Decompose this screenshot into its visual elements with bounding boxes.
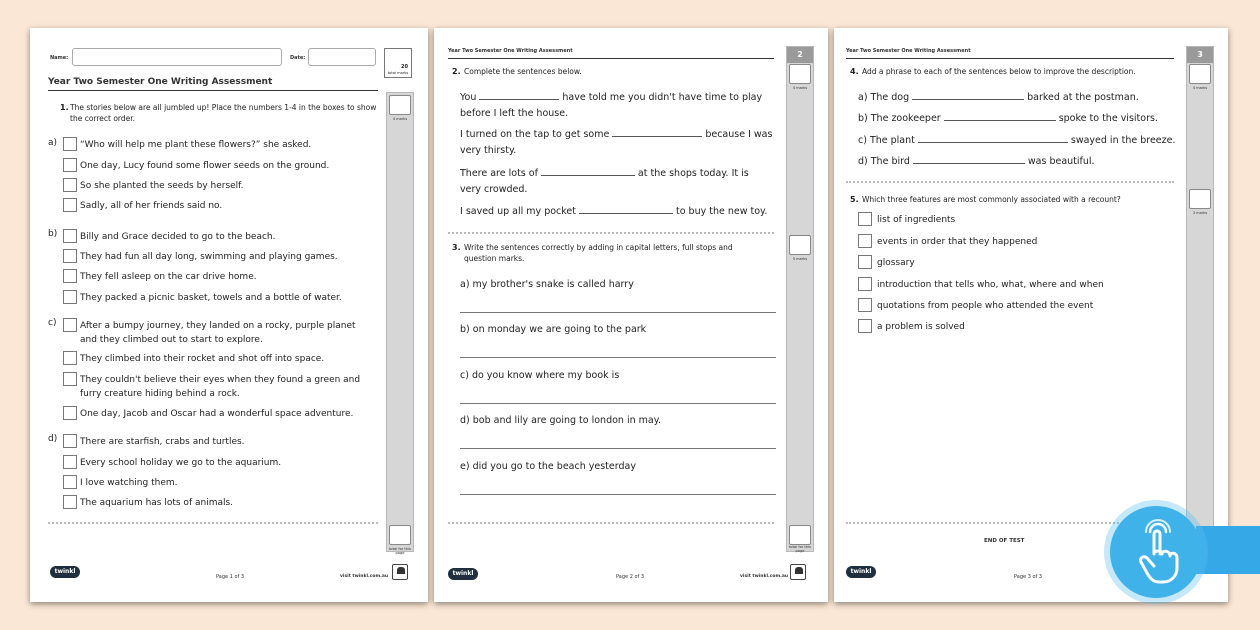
- answer-line[interactable]: [460, 403, 776, 404]
- order-box[interactable]: [63, 229, 77, 243]
- title-rule: [48, 90, 378, 91]
- sentence-text: You: [460, 92, 477, 103]
- end-of-test-text: END OF TEST: [984, 538, 1025, 544]
- marks-box-q2[interactable]: [789, 64, 811, 84]
- marks-label-q1: 4 marks: [392, 117, 408, 121]
- sentence-text: very crowded.: [460, 184, 528, 195]
- phrase-item: [858, 90, 1139, 106]
- marks-box-q4[interactable]: [1189, 64, 1211, 84]
- story-line: One day, Jacob and Oscar had a wonderful space adventure.: [80, 409, 354, 419]
- feature-checkbox[interactable]: [858, 234, 872, 248]
- phrase-text: c) The plant: [858, 135, 915, 146]
- phrase-text: swayed in the breeze.: [1070, 135, 1176, 146]
- order-box[interactable]: [63, 495, 77, 509]
- group-c-letter: c): [48, 318, 57, 328]
- story-line: I love watching them.: [80, 478, 178, 488]
- date-field[interactable]: [308, 48, 376, 66]
- feature-checkbox[interactable]: [858, 319, 872, 333]
- sidebar-page-number: 2: [787, 47, 813, 63]
- feature-option: quotations from people who attended the event: [877, 301, 1094, 311]
- story-line: One day, Lucy found some flower seeds on the ground.: [80, 161, 330, 171]
- sentence-4: [460, 204, 780, 220]
- order-box[interactable]: [63, 198, 77, 212]
- marks-box-q3[interactable]: [789, 235, 811, 255]
- story-line: They climbed into their rocket and shot off into space.: [80, 354, 325, 364]
- page-total-label: total for this page: [788, 545, 811, 553]
- phrase-item: [858, 111, 1158, 127]
- page-title: Year Two Semester One Writing Assessment: [48, 77, 273, 87]
- sentence-blank[interactable]: [612, 136, 702, 137]
- story-line: “Who will help me plant these flowers?” she asked.: [80, 140, 312, 150]
- story-line: The aquarium has lots of animals.: [80, 498, 234, 508]
- feature-checkbox[interactable]: [858, 212, 872, 226]
- order-box[interactable]: [63, 178, 77, 192]
- sidebar-page-number: 3: [1187, 47, 1213, 63]
- page-number-footer: Page 1 of 3: [216, 574, 245, 580]
- total-marks-box: [384, 48, 412, 78]
- interactive-button[interactable]: [1110, 506, 1202, 598]
- header-title: Year Two Semester One Writing Assessment: [846, 48, 971, 54]
- sentence-text: I turned on the tap to get some: [460, 129, 610, 140]
- story-line: So she planted the seeds by herself.: [80, 181, 244, 191]
- page-total-box[interactable]: [389, 525, 411, 545]
- page-number-footer: Page 3 of 3: [1014, 574, 1043, 580]
- feature-checkbox[interactable]: [858, 255, 872, 269]
- worksheet-page-2: [434, 28, 828, 602]
- sentence-text: before I left the house.: [460, 108, 569, 119]
- marks-label-q5: 3 marks: [1192, 211, 1208, 215]
- correction-item: c) do you know where my book is: [460, 370, 620, 381]
- phrase-blank[interactable]: [913, 163, 1025, 164]
- marks-box-q1[interactable]: [389, 95, 411, 115]
- sentence-text: very thirsty.: [460, 145, 517, 156]
- phrase-blank[interactable]: [944, 120, 1056, 121]
- sentence-text: There are lots of: [460, 168, 538, 179]
- question-1-text: The stories below are all jumbled up! Place the numbers 1-4 in the boxes to show the correct order.: [70, 103, 377, 123]
- answer-line[interactable]: [460, 357, 776, 358]
- order-box[interactable]: [63, 455, 77, 469]
- feature-option: events in order that they happened: [877, 237, 1038, 247]
- sentence-text: at the shops today. It is: [637, 168, 749, 179]
- section-divider: [846, 181, 1174, 183]
- order-box[interactable]: [63, 475, 77, 489]
- total-marks-value: 20: [401, 64, 408, 70]
- story-line: They had fun all day long, swimming and playing games.: [80, 252, 338, 262]
- phrase-item: [858, 133, 1176, 149]
- interactive-tab[interactable]: [1196, 526, 1260, 574]
- section-divider: [448, 522, 774, 524]
- name-label: Name:: [50, 55, 69, 61]
- marks-label-q3: 5 marks: [792, 257, 808, 261]
- correction-item: a) my brother's snake is called harry: [460, 279, 634, 290]
- twinkl-logo-icon: twinkl: [846, 566, 876, 578]
- feature-checkbox[interactable]: [858, 277, 872, 291]
- name-field[interactable]: [72, 48, 282, 66]
- total-marks-label: total marks: [387, 71, 409, 75]
- phrase-text: spoke to the visitors.: [1058, 113, 1158, 124]
- order-box[interactable]: [63, 290, 77, 304]
- answer-line[interactable]: [460, 494, 776, 495]
- story-line: Sadly, all of her friends said no.: [80, 201, 223, 211]
- order-box[interactable]: [63, 158, 77, 172]
- marks-sidebar: [786, 46, 814, 552]
- sentence-text: have told me you didn't have time to play: [562, 92, 763, 103]
- sentence-2: [460, 127, 780, 159]
- phrase-item: [858, 154, 1095, 170]
- marks-sidebar: [1186, 46, 1214, 552]
- worksheet-page-1: [30, 28, 428, 602]
- section-divider: [448, 232, 774, 234]
- sentence-blank[interactable]: [479, 99, 559, 100]
- feature-checkbox[interactable]: [858, 298, 872, 312]
- page-number-footer: Page 2 of 3: [616, 574, 645, 580]
- sentence-3: [460, 166, 780, 198]
- story-line: They packed a picnic basket, towels and a bottle of water.: [80, 293, 342, 303]
- sentence-text: because I was: [705, 129, 773, 140]
- correction-item: b) on monday we are going to the park: [460, 324, 647, 335]
- story-line: Billy and Grace decided to go to the beach.: [80, 232, 276, 242]
- page-total-box[interactable]: [789, 525, 811, 545]
- group-a-letter: a): [48, 138, 58, 148]
- phrase-text: was beautiful.: [1027, 156, 1095, 167]
- group-b-letter: b): [48, 229, 58, 239]
- sentence-text: I saved up all my pocket: [460, 206, 576, 217]
- order-box[interactable]: [63, 137, 77, 151]
- header-rule: [846, 58, 1174, 59]
- feature-option: glossary: [877, 258, 915, 268]
- page-total-label: total for this page: [388, 547, 411, 555]
- order-box[interactable]: [63, 318, 77, 332]
- footer-url[interactable]: visit twinkl.com.au: [740, 574, 789, 579]
- question-2-text: Complete the sentences below.: [464, 67, 582, 76]
- story-line: They fell asleep on the car drive home.: [80, 272, 257, 282]
- sentence-blank[interactable]: [579, 213, 673, 214]
- question-2-number: 2.: [452, 67, 461, 76]
- story-line: There are starfish, crabs and turtles.: [80, 437, 245, 447]
- answer-line[interactable]: [460, 448, 776, 449]
- marks-label-q4: 4 marks: [1192, 86, 1208, 90]
- order-box[interactable]: [63, 372, 77, 386]
- story-line: They couldn't believe their eyes when they found a green and furry creature hiding behind a rock.: [80, 375, 361, 399]
- feature-option: introduction that tells who, what, where and when: [877, 280, 1104, 290]
- phrase-blank[interactable]: [918, 142, 1068, 143]
- marks-box-q5[interactable]: [1189, 189, 1211, 209]
- answer-line[interactable]: [460, 312, 776, 313]
- story-line: Every school holiday we go to the aquarium.: [80, 458, 282, 468]
- question-4-text: Add a phrase to each of the sentences below to improve the description.: [862, 67, 1136, 76]
- story-line: After a bumpy journey, they landed on a rocky, purple planet and they climbed out to start to explore.: [80, 321, 356, 345]
- phrase-text: b) The zookeeper: [858, 113, 941, 124]
- phrase-text: d) The bird: [858, 156, 910, 167]
- marks-sidebar: [386, 92, 414, 555]
- order-box[interactable]: [63, 269, 77, 283]
- section-divider: [48, 522, 378, 524]
- group-d-letter: d): [48, 434, 58, 444]
- feature-option: list of ingredients: [877, 215, 956, 225]
- order-box[interactable]: [63, 434, 77, 448]
- quality-badge-icon: [790, 564, 806, 580]
- header-title: Year Two Semester One Writing Assessment: [448, 48, 573, 54]
- correction-item: d) bob and lily are going to london in may.: [460, 415, 661, 426]
- twinkl-logo-icon: twinkl: [448, 568, 478, 580]
- header-rule: [448, 58, 774, 59]
- footer-url[interactable]: visit twinkl.com.au: [340, 574, 389, 579]
- phrase-blank[interactable]: [912, 99, 1024, 100]
- feature-option: a problem is solved: [877, 322, 965, 332]
- sentence-text: to buy the new toy.: [676, 206, 768, 217]
- phrase-text: barked at the postman.: [1027, 92, 1139, 103]
- question-3-number: 3.: [452, 243, 461, 252]
- date-label: Date:: [290, 55, 306, 61]
- phrase-text: a) The dog: [858, 92, 910, 103]
- question-5-text: Which three features are most commonly associated with a recount?: [862, 195, 1121, 204]
- question-1-number: 1.: [60, 103, 69, 112]
- quality-badge-icon: [392, 564, 408, 580]
- twinkl-logo-icon: twinkl: [50, 566, 80, 578]
- correction-item: e) did you go to the beach yesterday: [460, 461, 636, 472]
- hand-pointer-icon: [1110, 506, 1202, 598]
- question-4-number: 4.: [850, 67, 859, 76]
- order-box[interactable]: [63, 351, 77, 365]
- sentence-blank[interactable]: [541, 175, 635, 176]
- marks-label-q2: 4 marks: [792, 86, 808, 90]
- sentence-1: [460, 90, 780, 122]
- question-3-text: Write the sentences correctly by adding in capital letters, full stops and question marks.: [464, 243, 733, 263]
- order-box[interactable]: [63, 406, 77, 420]
- question-5-number: 5.: [850, 195, 859, 204]
- order-box[interactable]: [63, 249, 77, 263]
